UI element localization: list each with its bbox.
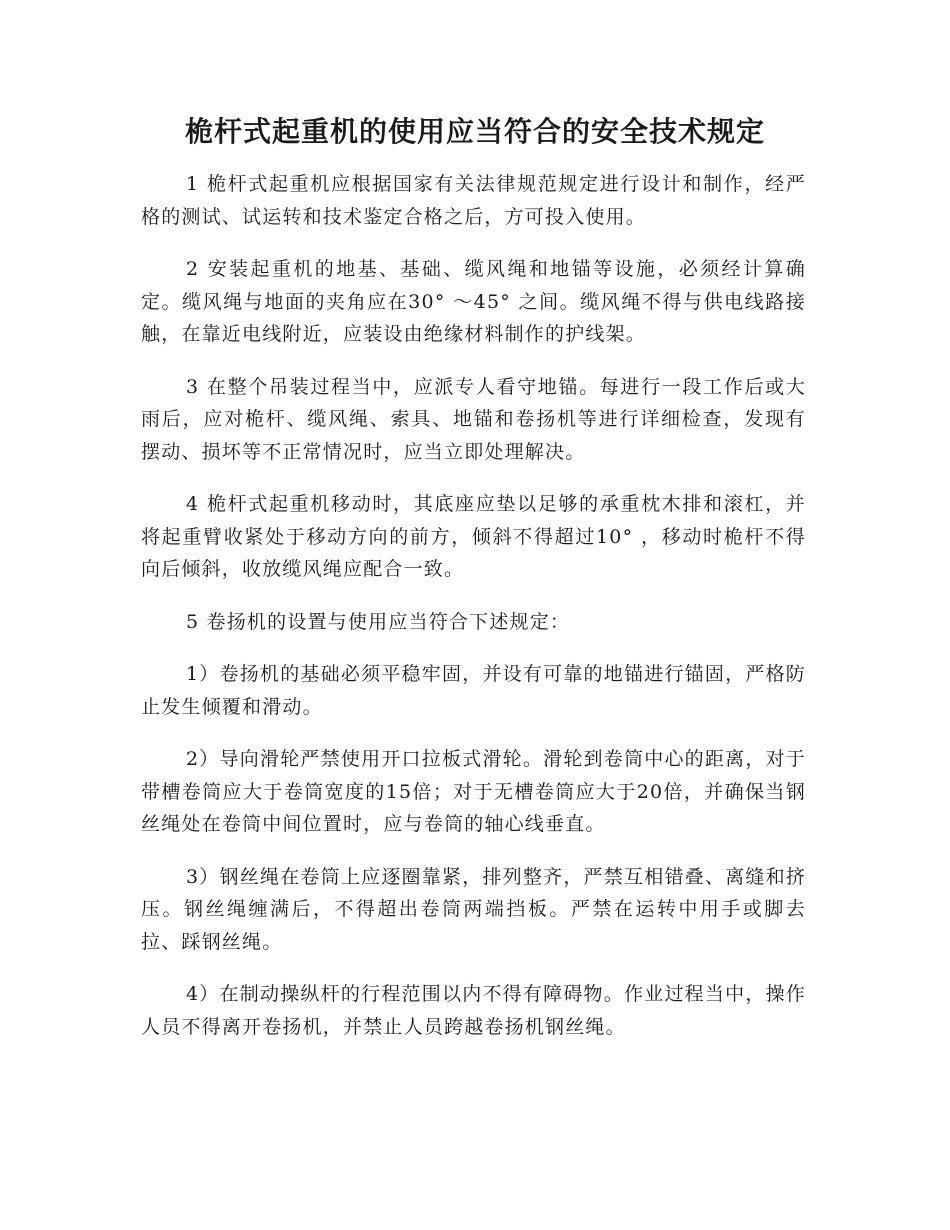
paragraph-5: 5 卷扬机的设置与使用应当符合下述规定： — [186, 610, 571, 633]
paragraph-5-1: 1）卷扬机的基础必须平稳牢固，并设有可靠的地锚进行锚固，严格防止发生倾覆和滑动。 — [141, 663, 806, 718]
paragraph-5-3: 3）钢丝绳在卷筒上应逐圈靠紧，排列整齐，严禁互相错叠、离缝和挤压。钢丝绳缠满后，不得超出卷筒两端挡板。严禁在运转中用手或脚去拉、踩钢丝绳。 — [141, 865, 806, 953]
paragraph-2: 2 安装起重机的地基、基础、缆风绳和地锚等设施，必须经计算确定。缆风绳与地面的夹角应在30° ～45° 之间。缆风绳不得与供电线路接触，在靠近电线附近，应装设由绝缘材料制作的护线架。 — [141, 258, 806, 345]
paragraph-3: 3 在整个吊装过程当中，应派专人看守地锚。每进行一段工作后或大雨后，应对桅杆、缆风绳、索具、地锚和卷扬机等进行详细检查，发现有摆动、损坏等不正常情况时，应当立即处理解决。 — [141, 375, 806, 463]
paragraph-5-4: 4）在制动操纵杆的行程范围以内不得有障碍物。作业过程当中，操作人员不得离开卷扬机，并禁止人员跨越卷扬机钢丝绳。 — [141, 983, 806, 1038]
document-title: 桅杆式起重机的使用应当符合的安全技术规定 — [184, 115, 765, 148]
paragraph-1: 1 桅杆式起重机应根据国家有关法律规范规定进行设计和制作，经严格的测试、试运转和技术鉴定合格之后，方可投入使用。 — [141, 173, 806, 228]
paragraph-5-2: 2）导向滑轮严禁使用开口拉板式滑轮。滑轮到卷筒中心的距离，对于带槽卷筒应大于卷筒宽度的15倍；对于无槽卷筒应大于20倍，并确保当钢丝绳处在卷筒中间位置时，应与卷筒的轴心线垂直。 — [141, 748, 806, 835]
paragraph-4: 4 桅杆式起重机移动时，其底座应垫以足够的承重枕木排和滚杠，并将起重臂收紧处于移动方向的前方，倾斜不得超过10° ，移动时桅杆不得向后倾斜，收放缆风绳应配合一致。 — [141, 493, 806, 580]
document-body — [141, 168, 806, 1063]
